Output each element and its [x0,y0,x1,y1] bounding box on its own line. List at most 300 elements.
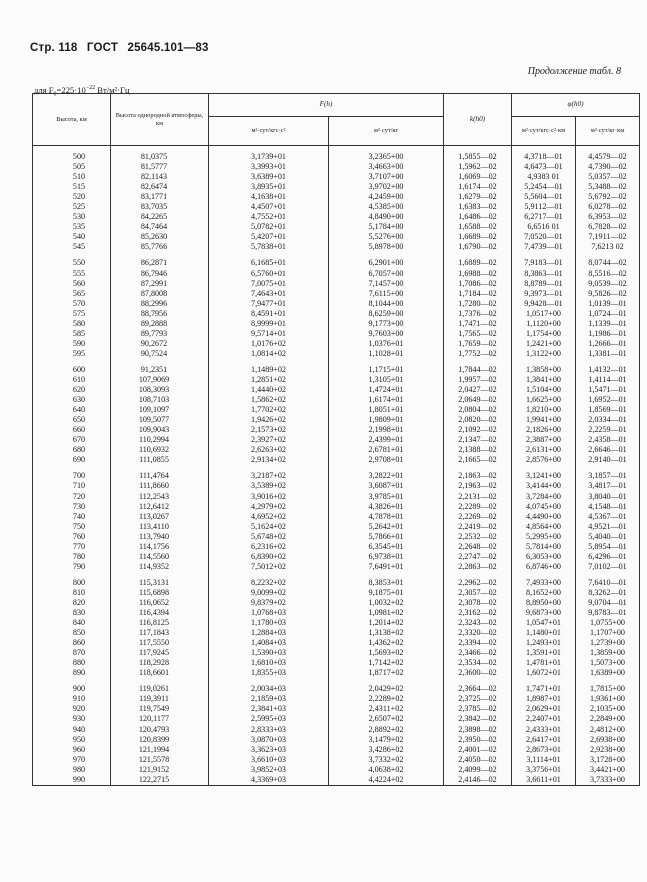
standard-label: ГОСТ [86,42,119,54]
phi-cell-2: 4,7390—02 [576,162,640,172]
Fh-cell-1: 5,1624+02 [209,522,329,532]
Fh-cell-1: 1,2884+03 [209,628,329,638]
homogeneous-cell: 110,6932 [111,445,209,455]
homogeneous-cell: 119,7549 [111,704,209,714]
height-cell: 670 [33,435,111,445]
phi-cell-2: 1,3859+00 [576,648,640,658]
kh-cell: 1,7752—02 [444,349,512,359]
height-cell: 540 [33,232,111,242]
table-row [33,182,640,192]
Fh-cell-1: 5,4207+01 [209,232,329,242]
phi-cell-1: 7,9183—01 [512,258,576,268]
height-cell: 680 [33,445,111,455]
Fh-cell-1: 4,6952+02 [209,512,329,522]
Fh-cell-1: 3,3993+01 [209,162,329,172]
Fh-cell-1: 3,9852+03 [209,765,329,775]
table-row [33,704,640,714]
phi-cell-1: 9,9428—01 [512,299,576,309]
Fh-cell-1: 4,1638+01 [209,192,329,202]
table-row [33,258,640,268]
kh-cell: 1,6790—02 [444,242,512,252]
phi-cell-2: 3,1728+00 [576,755,640,765]
phi-cell-1: 4,0745+00 [512,502,576,512]
Fh-cell-2: 5,2642+01 [329,522,444,532]
homogeneous-cell: 112,6412 [111,502,209,512]
homogeneous-cell: 87,8008 [111,289,209,299]
height-cell: 650 [33,415,111,425]
Fh-cell-2: 1,0376+01 [329,339,444,349]
table-row [33,694,640,704]
phi-cell-1: 1,1754+00 [512,329,576,339]
homogeneous-cell: 117,5550 [111,638,209,648]
height-cell: 910 [33,694,111,704]
standard-number: 25645.101—83 [127,42,209,54]
col-height: Высота, км [33,94,111,146]
kh-cell: 2,2532—02 [444,532,512,542]
table-row [33,192,640,202]
Fh-cell-1: 1,9426+02 [209,415,329,425]
phi-cell-1: 3,1114+01 [512,755,576,765]
phi-cell-1: 3,7284+00 [512,492,576,502]
Fh-cell-2: 3,2365+00 [329,152,444,162]
homogeneous-cell: 114,5560 [111,552,209,562]
height-cell: 570 [33,299,111,309]
phi-cell-1: 8,8950+00 [512,598,576,608]
Fh-cell-1: 2,0034+03 [209,684,329,694]
kh-cell: 1,7471—02 [444,319,512,329]
table-row [33,725,640,735]
height-cell: 660 [33,425,111,435]
kh-cell: 2,1388—02 [444,445,512,455]
table-row [33,405,640,415]
table-row [33,289,640,299]
Fh-cell-2: 1,1715+01 [329,365,444,375]
homogeneous-cell: 111,4764 [111,471,209,481]
col-homogeneous: Высота однородной атмосферы, км [111,94,209,146]
kh-cell: 2,4099—02 [444,765,512,775]
phi-cell-1: 2,0629+01 [512,704,576,714]
phi-cell-2: 3,8040—01 [576,492,640,502]
phi-cell-1: 3,4144+00 [512,481,576,491]
phi-cell-2: 1,2739+00 [576,638,640,648]
homogeneous-cell: 122,2715 [111,775,209,786]
Fh-cell-1: 4,2979+02 [209,502,329,512]
height-cell: 640 [33,405,111,415]
phi-cell-1: 2,2407+01 [512,714,576,724]
phi-cell-1: 6,3053+00 [512,552,576,562]
Fh-cell-1: 2,6263+02 [209,445,329,455]
Fh-cell-2: 3,6087+01 [329,481,444,491]
table-row [33,481,640,491]
table-row [33,172,640,182]
kh-cell: 1,7184—02 [444,289,512,299]
phi-cell-2: 4,9521—01 [576,522,640,532]
table-row [33,618,640,628]
table-row [33,425,640,435]
table-row [33,598,640,608]
Fh-cell-1: 3,0870+03 [209,735,329,745]
kh-cell: 2,2269—02 [444,512,512,522]
kh-cell: 2,0804—02 [444,405,512,415]
height-cell: 750 [33,522,111,532]
Fh-cell-1: 1,1489+02 [209,365,329,375]
phi-cell-2: 3,4817—01 [576,481,640,491]
phi-cell-2: 2,0334—01 [576,415,640,425]
height-cell: 690 [33,455,111,465]
Fh-cell-1: 3,5389+02 [209,481,329,491]
col-phi: φ(h0) [512,94,640,117]
kh-cell: 1,7844—02 [444,365,512,375]
table-row [33,365,640,375]
table-row [33,648,640,658]
table-row [33,299,640,309]
phi-cell-2: 5,6792—02 [576,192,640,202]
table-row [33,415,640,425]
Fh-cell-2: 7,1457+00 [329,279,444,289]
Fh-cell-2: 2,1998+01 [329,425,444,435]
phi-cell-1: 2,6417+01 [512,735,576,745]
height-cell: 535 [33,222,111,232]
table-row [33,232,640,242]
height-cell: 580 [33,319,111,329]
height-cell: 730 [33,502,111,512]
phi-cell-2: 5,8954—01 [576,542,640,552]
table-row [33,512,640,522]
phi-cell-1: 1,3122+00 [512,349,576,359]
phi-cell-2: 1,7815+00 [576,684,640,694]
kh-cell: 2,1665—02 [444,455,512,465]
kh-cell: 2,3466—02 [444,648,512,658]
height-cell: 990 [33,775,111,786]
col-Fh: F(h) [209,94,444,117]
Fh-cell-2: 1,4724+01 [329,385,444,395]
kh-cell: 2,3394—02 [444,638,512,648]
Fh-cell-2: 4,5385+00 [329,202,444,212]
phi-cell-2: 3,7333+00 [576,775,640,786]
Fh-cell-2: 9,1773+00 [329,319,444,329]
phi-cell-2: 2,2259—01 [576,425,640,435]
homogeneous-cell: 118,2928 [111,658,209,668]
Fh-cell-1: 2,1859+03 [209,694,329,704]
Fh-cell-1: 7,9477+01 [209,299,329,309]
phi-cell-2: 3,1857—01 [576,471,640,481]
table-row [33,222,640,232]
Fh-cell-1: 2,3841+03 [209,704,329,714]
phi-cell-1: 2,6131+00 [512,445,576,455]
table-body [33,146,640,786]
kh-cell: 1,6069—02 [444,172,512,182]
height-cell: 520 [33,192,111,202]
homogeneous-cell: 116,8125 [111,618,209,628]
kh-cell: 1,7280—02 [444,299,512,309]
phi-cell-1: 1,3841+00 [512,375,576,385]
height-cell: 550 [33,258,111,268]
Fh-cell-2: 2,9708+01 [329,455,444,465]
Fh-cell-1: 1,2851+02 [209,375,329,385]
phi-cell-2: 1,0755+00 [576,618,640,628]
Fh-cell-1: 3,8935+01 [209,182,329,192]
Fh-cell-2: 4,8490+00 [329,212,444,222]
phi-cell-2: 1,9361+00 [576,694,640,704]
phi-cell-1: 7,0520—01 [512,232,576,242]
table-row [33,445,640,455]
Fh-cell-1: 3,6610+03 [209,755,329,765]
phi-cell-1: 6,6516 01 [512,222,576,232]
phi-cell-2: 2,6938+00 [576,735,640,745]
height-cell: 810 [33,588,111,598]
Fh-cell-1: 6,2316+02 [209,542,329,552]
Fh-cell-2: 3,9785+01 [329,492,444,502]
kh-cell: 2,3600—02 [444,668,512,678]
height-cell: 830 [33,608,111,618]
table-row [33,765,640,775]
phi-cell-2: 1,5073+00 [576,658,640,668]
Fh-cell-2: 4,3826+01 [329,502,444,512]
Fh-cell-2: 3,7107+00 [329,172,444,182]
Fh-cell-1: 3,6389+01 [209,172,329,182]
phi-cell-2: 6,4296—01 [576,552,640,562]
height-cell: 710 [33,481,111,491]
homogeneous-cell: 90,7524 [111,349,209,359]
phi-cell-2: 2,1035+00 [576,704,640,714]
kh-cell: 2,3078—02 [444,598,512,608]
height-cell: 970 [33,755,111,765]
table-row [33,755,640,765]
Fh-cell-2: 3,4663+00 [329,162,444,172]
table-row [33,309,640,319]
table-row [33,279,640,289]
Fh-cell-1: 3,2187+02 [209,471,329,481]
phi-cell-2: 1,4132—01 [576,365,640,375]
Fh-cell-2: 1,1028+01 [329,349,444,359]
phi-cell-2: 1,6389+00 [576,668,640,678]
height-cell: 940 [33,725,111,735]
kh-cell: 1,6383—02 [444,202,512,212]
Fh-cell-2: 2,8892+02 [329,725,444,735]
table-row [33,578,640,588]
Fh-cell-1: 6,8390+02 [209,552,329,562]
Fh-cell-2: 8,3853+01 [329,578,444,588]
phi-cell-1: 1,2493+01 [512,638,576,648]
kh-cell: 1,6689—02 [444,232,512,242]
kh-cell: 2,3664—02 [444,684,512,694]
kh-cell: 2,1092—02 [444,425,512,435]
phi-cell-1: 1,7471+01 [512,684,576,694]
table-row [33,492,640,502]
table-row [33,588,640,598]
homogeneous-cell: 83,1771 [111,192,209,202]
homogeneous-cell: 119,0261 [111,684,209,694]
Fh-cell-2: 2,2289+02 [329,694,444,704]
phi-cell-2: 2,6646—01 [576,445,640,455]
kh-cell: 2,2863—02 [444,562,512,572]
phi-cell-1: 9,6873+00 [512,608,576,618]
phi-cell-2: 4,1548—01 [576,502,640,512]
height-cell: 930 [33,714,111,724]
phi-cell-2: 9,8783—01 [576,608,640,618]
homogeneous-cell: 120,1177 [111,714,209,724]
homogeneous-cell: 108,3093 [111,385,209,395]
phi-cell-2: 7,0102—01 [576,562,640,572]
Fh-cell-2: 1,6174+01 [329,395,444,405]
Fh-cell-2: 6,2901+00 [329,258,444,268]
Fh-cell-2: 8,1044+00 [329,299,444,309]
phi-cell-1: 1,3591+01 [512,648,576,658]
height-cell: 770 [33,542,111,552]
Fh-cell-2: 2,0429+02 [329,684,444,694]
kh-cell: 2,4001—02 [444,745,512,755]
Fh-cell-2: 2,4311+02 [329,704,444,714]
homogeneous-cell: 115,3131 [111,578,209,588]
Fh-cell-2: 2,4399+01 [329,435,444,445]
homogeneous-cell: 87,2991 [111,279,209,289]
homogeneous-cell: 118,6601 [111,668,209,678]
phi-cell-1: 3,3756+01 [512,765,576,775]
Fh-cell-2: 1,8717+02 [329,668,444,678]
homogeneous-cell: 113,7940 [111,532,209,542]
Fh-cell-1: 1,0814+02 [209,349,329,359]
phi-cell-2: 1,1707+00 [576,628,640,638]
table-row [33,349,640,359]
homogeneous-cell: 113,4110 [111,522,209,532]
phi-cell-2: 9,0539—02 [576,279,640,289]
kh-cell: 1,6588—02 [444,222,512,232]
table-row [33,212,640,222]
Fh-cell-1: 1,7702+02 [209,405,329,415]
table-row [33,319,640,329]
homogeneous-cell: 116,0652 [111,598,209,608]
Fh-cell-1: 4,3369+03 [209,775,329,786]
kh-cell: 2,3950—02 [444,735,512,745]
table-row [33,522,640,532]
homogeneous-cell: 86,7946 [111,269,209,279]
table-row [33,471,640,481]
homogeneous-cell: 117,9245 [111,648,209,658]
kh-cell: 2,1963—02 [444,481,512,491]
homogeneous-cell: 90,2672 [111,339,209,349]
Fh-cell-2: 1,0032+02 [329,598,444,608]
Fh-cell-1: 1,5862+02 [209,395,329,405]
height-cell: 575 [33,309,111,319]
height-cell: 530 [33,212,111,222]
phi-cell-1: 1,2421+00 [512,339,576,349]
phi-cell-2: 5,3488—02 [576,182,640,192]
phi-cell-1: 4,8564+00 [512,522,576,532]
Fh-cell-2: 4,4224+02 [329,775,444,786]
page-header [30,42,215,54]
table-continuation: Продолжение табл. 8 [527,66,621,77]
phi-cell-2: 1,6952—01 [576,395,640,405]
Fh-cell-2: 9,7603+00 [329,329,444,339]
height-cell: 545 [33,242,111,252]
Fh-cell-1: 3,1739+01 [209,152,329,162]
Fh-cell-2: 4,7878+01 [329,512,444,522]
homogeneous-cell: 111,0855 [111,455,209,465]
Fh-cell-1: 2,9134+02 [209,455,329,465]
Fh-cell-1: 7,0075+01 [209,279,329,289]
Fh-cell-1: 1,6810+03 [209,658,329,668]
phi-cell-1: 5,5604—01 [512,192,576,202]
Fh-cell-1: 1,1780+03 [209,618,329,628]
Fh-cell-1: 8,2232+02 [209,578,329,588]
Fh-cell-2: 3,4286+02 [329,745,444,755]
table-row [33,502,640,512]
kh-cell: 2,2747—02 [444,552,512,562]
col-Fh-unit2: м²·сут/кг [329,117,444,146]
phi-cell-1: 2,4333+01 [512,725,576,735]
phi-cell-2: 6,7828—02 [576,222,640,232]
phi-cell-1: 1,9941+00 [512,415,576,425]
Fh-cell-2: 1,0981+02 [329,608,444,618]
phi-cell-2: 1,5471—01 [576,385,640,395]
table-row [33,269,640,279]
homogeneous-cell: 86,2871 [111,258,209,268]
phi-cell-2: 1,2666—01 [576,339,640,349]
height-cell: 980 [33,765,111,775]
Fh-cell-1: 4,4507+01 [209,202,329,212]
table-row [33,684,640,694]
phi-cell-1: 5,2454—01 [512,182,576,192]
phi-cell-1: 1,1480+01 [512,628,576,638]
phi-cell-1: 2,3887+00 [512,435,576,445]
phi-cell-1: 4,9383 01 [512,172,576,182]
phi-cell-2: 2,4812+00 [576,725,640,735]
Fh-cell-1: 3,9016+02 [209,492,329,502]
Fh-cell-2: 7,6491+01 [329,562,444,572]
homogeneous-cell: 108,7103 [111,395,209,405]
phi-cell-2: 1,1986—01 [576,329,640,339]
table-row [33,775,640,786]
Fh-cell-1: 1,8355+03 [209,668,329,678]
phi-cell-2: 1,8569—01 [576,405,640,415]
height-cell: 560 [33,279,111,289]
Fh-cell-2: 1,5693+02 [329,648,444,658]
Fh-cell-2: 3,7332+02 [329,755,444,765]
kh-cell: 1,6988—02 [444,269,512,279]
Fh-cell-2: 6,9738+01 [329,552,444,562]
Fh-cell-1: 5,7838+01 [209,242,329,252]
Fh-cell-2: 3,1479+02 [329,735,444,745]
phi-cell-2: 1,1339—01 [576,319,640,329]
kh-cell: 2,3320—02 [444,628,512,638]
phi-cell-2: 2,9140—01 [576,455,640,465]
homogeneous-cell: 109,1097 [111,405,209,415]
kh-cell: 1,7086—02 [444,279,512,289]
kh-cell: 2,4050—02 [444,755,512,765]
height-cell: 740 [33,512,111,522]
height-cell: 510 [33,172,111,182]
height-cell: 700 [33,471,111,481]
table-row [33,735,640,745]
table-row [33,455,640,465]
phi-cell-1: 8,1652+00 [512,588,576,598]
Fh-cell-1: 6,5760+01 [209,269,329,279]
kh-cell: 2,3162—02 [444,608,512,618]
Fh-cell-1: 9,8379+02 [209,598,329,608]
height-cell: 840 [33,618,111,628]
kh-cell: 1,7565—02 [444,329,512,339]
Fh-cell-1: 2,5995+03 [209,714,329,724]
table-row [33,562,640,572]
phi-cell-1: 1,8987+01 [512,694,576,704]
homogeneous-cell: 81,5777 [111,162,209,172]
table-condition: для $F_0=225\cdot 10^{-22}$ Вт/м²·Гц [34,85,130,98]
kh-cell: 2,1863—02 [444,471,512,481]
Fh-cell-2: 1,7142+02 [329,658,444,668]
homogeneous-cell: 84,7464 [111,222,209,232]
phi-cell-1: 1,0517+00 [512,309,576,319]
Fh-cell-2: 1,4362+02 [329,638,444,648]
